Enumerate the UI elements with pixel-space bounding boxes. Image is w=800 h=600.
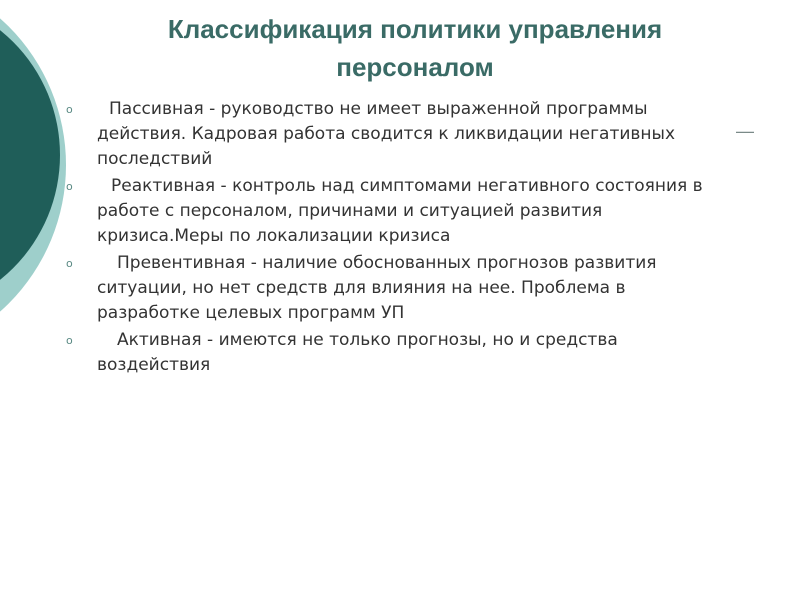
bullet-text: Активная - имеются не только прогнозы, но и средства воздействия bbox=[97, 330, 618, 375]
list-item bbox=[66, 251, 716, 326]
bullet-list bbox=[66, 97, 716, 380]
page-title bbox=[60, 10, 770, 86]
list-item bbox=[66, 174, 716, 249]
circle-bullet-icon: o bbox=[66, 334, 73, 347]
list-item bbox=[66, 328, 716, 378]
list-item bbox=[66, 97, 716, 172]
title-line-1: Классификация политики управления bbox=[167, 14, 663, 44]
bullet-text: Пассивная - руководство не имеет выраженной программы действия. Кадровая работа сводится к ликвидации негативных последствий bbox=[97, 99, 676, 169]
circle-bullet-icon: o bbox=[66, 257, 73, 270]
circle-bullet-icon: o bbox=[66, 180, 73, 193]
circle-bullet-icon: o bbox=[66, 103, 73, 116]
bullet-text: Реактивная - контроль над симптомами негативного состояния в работе с персоналом, причинами и ситуацией развития кризиса.Меры по локализации кризиса bbox=[97, 176, 703, 246]
bullet-text: Превентивная - наличие обоснованных прогнозов развития ситуации, но нет средств для влияния на нее. Проблема в разработке целевых программ УП bbox=[97, 253, 657, 323]
title-line-2: персоналом bbox=[336, 52, 494, 82]
dash-mark: — bbox=[736, 121, 754, 141]
